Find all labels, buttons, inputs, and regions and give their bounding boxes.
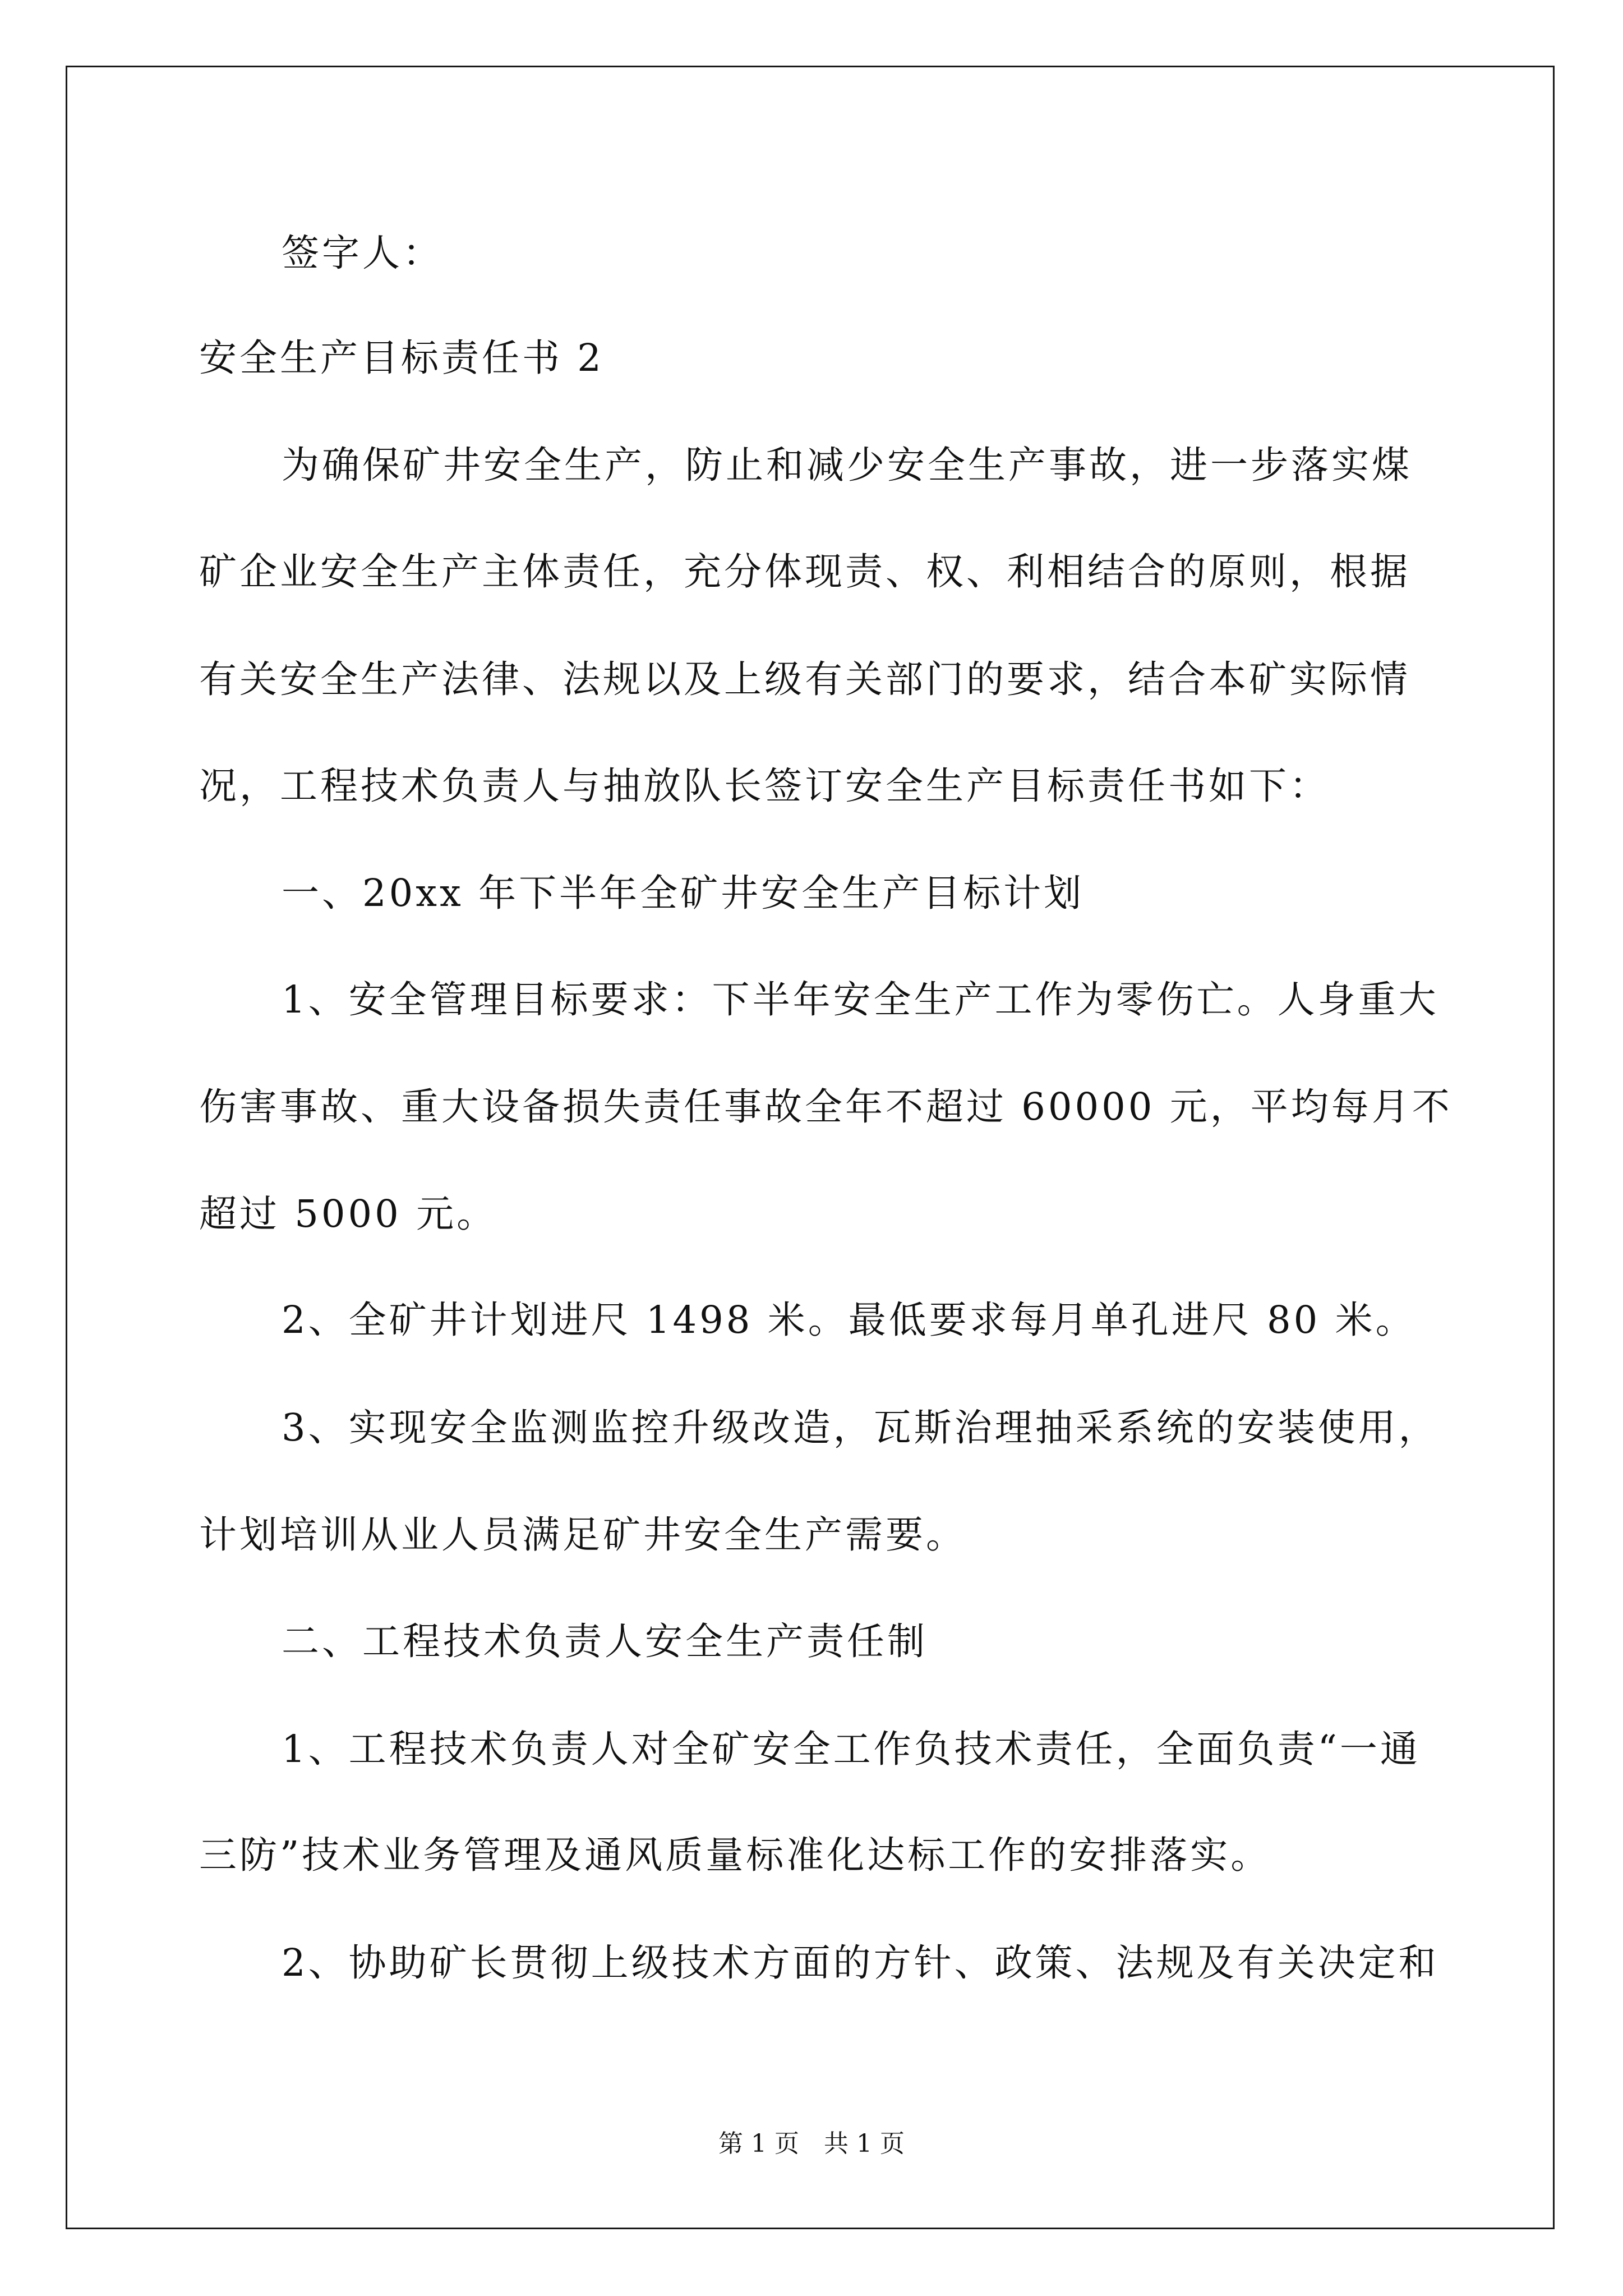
page-number: 第 1 页 共 1 页 [718, 2129, 905, 2158]
paragraph-line: 3、实现安全监测监控升级改造，瓦斯治理抽采系统的安装使用， [282, 1406, 1439, 1450]
document-title: 安全生产目标责任书 2 [199, 336, 604, 380]
paragraph-line: 1、工程技术负责人对全矿安全工作负技术责任，全面负责“一通 [282, 1727, 1421, 1771]
paragraph-line: 1、安全管理目标要求：下半年安全生产工作为零伤亡。人身重大 [282, 978, 1439, 1022]
paragraph-line: 况，工程技术负责人与抽放队长签订安全生产目标责任书如下： [199, 764, 1330, 808]
signatory-line: 签字人： [282, 231, 443, 275]
paragraph-line: 有关安全生产法律、法规以及上级有关部门的要求，结合本矿实际情 [199, 657, 1410, 701]
page-border [66, 66, 1555, 2229]
paragraph-line: 三防”技术业务管理及通风质量标准化达标工作的安排落实。 [199, 1833, 1271, 1877]
paragraph-line: 矿企业安全生产主体责任，充分体现责、权、利相结合的原则，根据 [199, 550, 1410, 593]
paragraph-line: 2、全矿井计划进尺 1498 米。最低要求每月单孔进尺 80 米。 [282, 1298, 1416, 1342]
paragraph-line: 超过 5000 元。 [199, 1192, 497, 1236]
paragraph-line: 为确保矿井安全生产，防止和减少安全生产事故，进一步落实煤 [282, 443, 1412, 487]
section-heading: 一、20xx 年下半年全矿井安全生产目标计划 [282, 871, 1085, 915]
paragraph-line: 计划培训从业人员满足矿井安全生产需要。 [199, 1513, 966, 1557]
paragraph-line: 2、协助矿长贯彻上级技术方面的方针、政策、法规及有关决定和 [282, 1941, 1439, 1985]
paragraph-line: 伤害事故、重大设备损失责任事故全年不超过 60000 元，平均每月不 [199, 1085, 1453, 1129]
section-heading: 二、工程技术负责人安全生产责任制 [282, 1619, 928, 1663]
